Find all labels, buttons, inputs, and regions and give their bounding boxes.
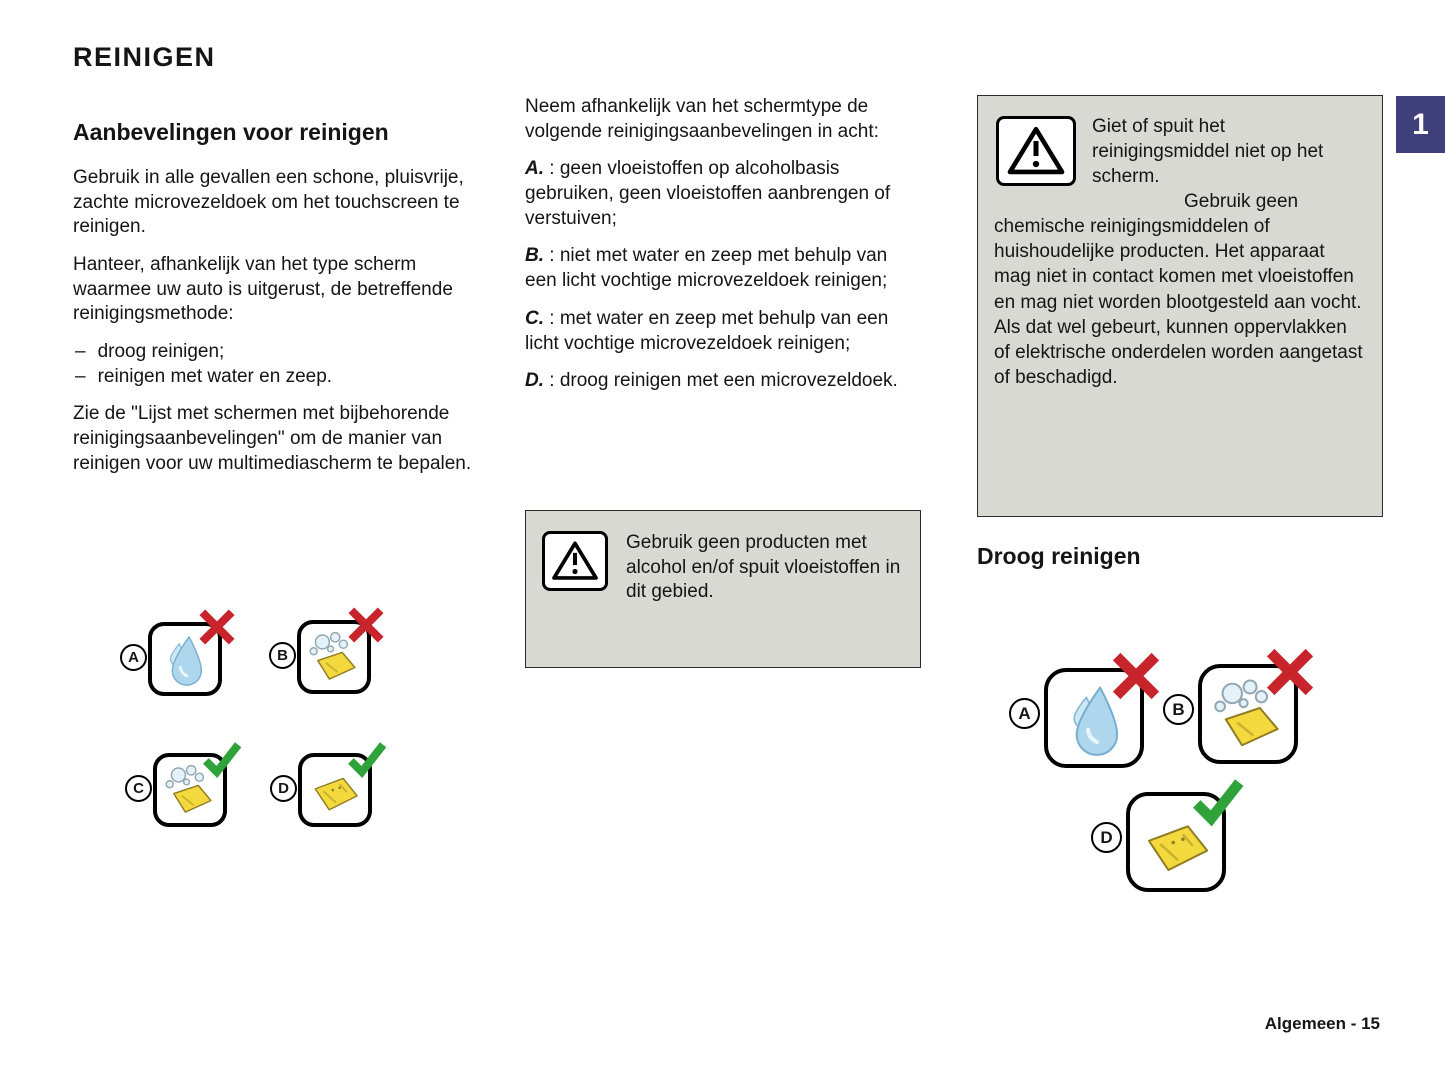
x-mark-icon (1261, 643, 1319, 701)
paragraph: Neem afhankelijk van het schermtype de volgende reinigingsaanbevelingen in acht: (525, 96, 879, 142)
dry-clean-tile-a (1018, 668, 1144, 768)
section-heading: Aanbevelingen voor reinigen (73, 119, 389, 145)
warning-text-rest: Gebruik geen chemische reinigingsmiddelen of huishoudelijke producten. Het apparaat mag niet in contact komen met vloeistoffen en mag niet worden blootgesteld aan vocht. Als dat wel gebeurt, kunnen oppervlakken of elektrische onderdelen worden aangetast of beschadigd. (994, 191, 1363, 388)
recommendation-item (525, 244, 923, 293)
bullet-dash: – (75, 341, 86, 363)
column-left (73, 118, 476, 489)
bullet-list (73, 340, 476, 389)
item-label: C. (525, 307, 544, 329)
x-mark-icon (195, 605, 239, 649)
item-text: : niet met water en zeep met behulp van een licht vochtige microvezeldoek reinigen; (525, 245, 888, 292)
item-text: : droog reinigen met een microvezeldoek. (544, 370, 898, 392)
warning-triangle-icon (996, 116, 1076, 186)
check-mark-icon (345, 736, 389, 780)
warning-text-first: Giet of spuit het reinigingsmiddel niet op het scherm. (1092, 116, 1324, 188)
bullet-text: reinigen met water en zeep. (97, 365, 333, 387)
list-item (73, 365, 476, 390)
page-footer: Algemeen - 15 (1264, 1014, 1380, 1033)
recommendation-item (525, 157, 923, 231)
icon-letter-badge: A (120, 644, 147, 671)
icon-letter-badge: C (125, 775, 152, 802)
bullet-dash: – (75, 365, 86, 387)
dry-clean-tile-b (1172, 664, 1298, 764)
recommendation-item (525, 369, 923, 394)
chapter-tab: 1 (1396, 96, 1445, 153)
icon-letter-badge: A (1009, 698, 1040, 729)
clean-method-tile-b (277, 620, 371, 694)
check-mark-icon (1189, 771, 1247, 829)
item-label: D. (525, 370, 544, 392)
warning-box-alcohol (525, 510, 921, 668)
recommendation-item (525, 307, 923, 356)
paragraph: Gebruik in alle gevallen een schone, pluisvrije, zachte microvezeldoek om het touchscreen te reinigen. (73, 166, 464, 238)
icon-letter-badge: B (269, 642, 296, 669)
page-title: REINIGEN (73, 42, 216, 72)
warning-triangle-icon (542, 531, 608, 591)
x-mark-icon (1107, 647, 1165, 705)
icon-letter-badge: B (1163, 694, 1194, 725)
item-label: B. (525, 245, 544, 267)
warning-text: Gebruik geen producten met alcohol en/of spuit vloeistoffen in dit gebied. (626, 532, 901, 603)
clean-method-tile-a (128, 622, 222, 696)
bullet-text: droog reinigen; (97, 341, 225, 363)
paragraph: Hanteer, afhankelijk van het type scherm waarmee uw auto is uitgerust, de betreffende reinigingsmethode: (73, 253, 453, 325)
warning-box-liquids (977, 95, 1383, 517)
paragraph: Zie de "Lijst met schermen met bijbehorende reinigingsaanbevelingen" om de manier van reinigen voor uw multimediascherm te bepalen. (73, 403, 472, 474)
item-label: A. (525, 158, 544, 180)
dry-clean-tile-d (1100, 792, 1226, 892)
section-heading-droog-reinigen: Droog reinigen (977, 543, 1141, 569)
check-mark-icon (200, 736, 244, 780)
x-mark-icon (344, 603, 388, 647)
clean-method-tile-d (278, 753, 372, 827)
item-text: : met water en zeep met behulp van een licht vochtige microvezeldoek reinigen; (525, 307, 889, 354)
icon-letter-badge: D (1091, 822, 1122, 853)
clean-method-tile-c (133, 753, 227, 827)
list-item (73, 340, 476, 365)
icon-letter-badge: D (270, 775, 297, 802)
column-middle (525, 95, 923, 407)
item-text: : geen vloeistoffen op alcoholbasis gebruiken, geen vloeistoffen aanbrengen of verstuiven; (525, 158, 891, 229)
